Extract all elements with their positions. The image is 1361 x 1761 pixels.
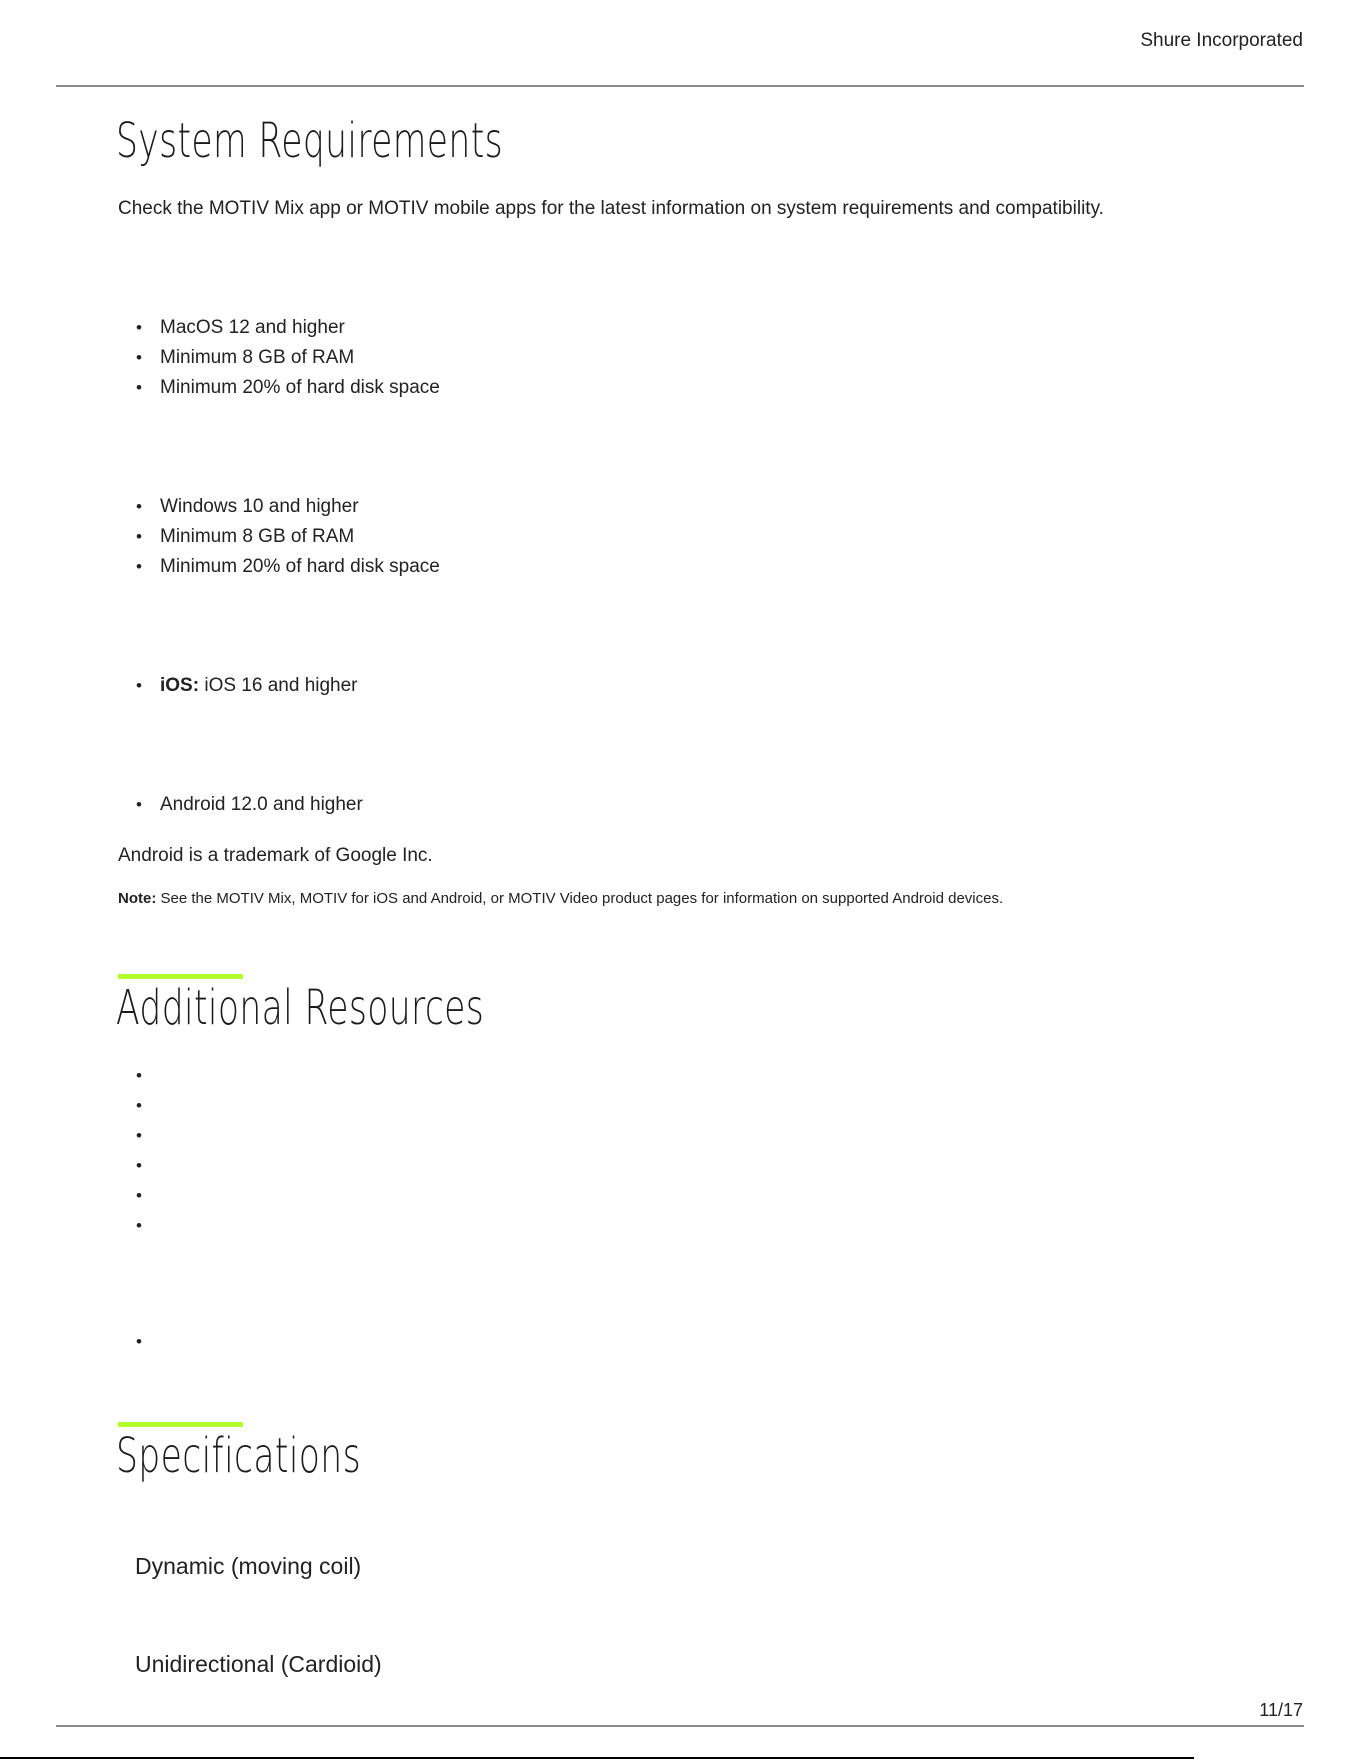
mac-requirements-list — [118, 313, 440, 403]
ios-value: iOS 16 and higher — [204, 675, 358, 696]
footer-divider — [56, 1725, 1304, 1727]
page-edge-line — [0, 1757, 1194, 1759]
resource-link[interactable] — [118, 1091, 160, 1121]
note-label: Note: — [118, 890, 157, 907]
list-item: • Minimum 8 GB of RAM — [118, 522, 440, 552]
ios-requirements-list — [118, 671, 358, 701]
note-text: See the MOTIV Mix, MOTIV for iOS and Android, or MOTIV Video product pages for information on supported Android devices. — [160, 890, 1004, 907]
page-number: 11/17 — [1259, 1700, 1303, 1720]
resource-link[interactable] — [118, 1327, 160, 1357]
windows-requirements-list — [118, 492, 440, 582]
system-requirements-intro: Check the MOTIV Mix app or MOTIV mobile apps for the latest information on system requirements and compatibility. — [118, 198, 1104, 219]
specifications-heading: Specifications — [116, 1428, 361, 1484]
resource-link[interactable] — [118, 1061, 160, 1091]
resource-link[interactable] — [118, 1211, 160, 1241]
list-item: • Android 12.0 and higher — [118, 790, 363, 820]
resource-link[interactable] — [118, 1181, 160, 1211]
resource-link[interactable] — [118, 1121, 160, 1151]
company-name: Shure Incorporated — [1140, 30, 1303, 51]
additional-resources-list — [118, 1061, 160, 1241]
header-divider — [56, 85, 1304, 87]
list-item: • MacOS 12 and higher — [118, 313, 440, 343]
polar-pattern-value: Unidirectional (Cardioid) — [135, 1651, 382, 1677]
specifications-accent-bar — [118, 1422, 243, 1427]
resource-link[interactable] — [118, 1151, 160, 1181]
list-item: • Minimum 20% of hard disk space — [118, 552, 440, 582]
cartridge-type-value: Dynamic (moving coil) — [135, 1553, 362, 1579]
ios-label: iOS: — [160, 675, 200, 696]
list-item — [118, 671, 358, 701]
list-item: • Minimum 20% of hard disk space — [118, 373, 440, 403]
note-paragraph — [118, 890, 1003, 907]
system-requirements-heading: System Requirements — [116, 113, 503, 169]
additional-resources-list-secondary — [118, 1327, 160, 1357]
list-item: • Windows 10 and higher — [118, 492, 440, 522]
additional-resources-heading: Additional Resources — [116, 980, 485, 1036]
android-requirements-list — [118, 790, 363, 820]
android-trademark-text: Android is a trademark of Google Inc. — [118, 845, 433, 866]
additional-resources-accent-bar — [118, 974, 243, 979]
list-item: • Minimum 8 GB of RAM — [118, 343, 440, 373]
